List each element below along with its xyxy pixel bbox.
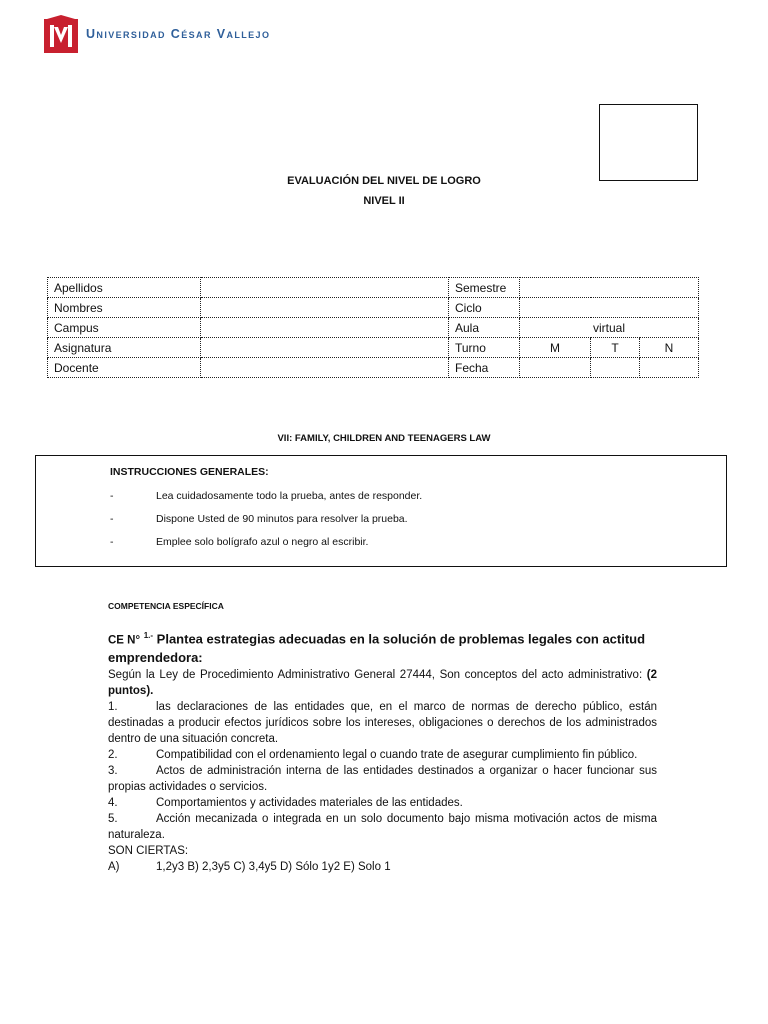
table-row [48, 298, 699, 318]
instruction-text: Emplee solo bolígrafo azul o negro al escribir. [156, 536, 369, 548]
option-number: 4. [108, 797, 118, 810]
option-number: 2. [108, 749, 118, 762]
answer-text: 1,2y3 B) 2,3y5 C) 3,4y5 D) Sólo 1y2 E) Solo 1 [156, 861, 391, 874]
page-title: EVALUACIÓN DEL NIVEL DE LOGRO [287, 175, 481, 187]
option-text: Comportamientos y actividades materiales de las entidades. [156, 797, 463, 810]
label-fecha: Fecha [449, 358, 520, 378]
field-docente[interactable] [201, 358, 449, 378]
university-name: Universidad César Vallejo [86, 27, 271, 41]
shift-n[interactable]: N [640, 338, 699, 358]
label-apellidos: Apellidos [48, 278, 201, 298]
option-item [108, 795, 657, 811]
table-row [48, 338, 699, 358]
label-turno: Turno [449, 338, 520, 358]
label-asignatura: Asignatura [48, 338, 201, 358]
ce-number: 1.- [143, 631, 154, 640]
grade-box [599, 104, 698, 181]
label-semestre: Semestre [449, 278, 520, 298]
competency-statement: Plantea estrategias adecuadas en la solución de problemas legales con actitud emprendedora: [108, 631, 646, 666]
table-row [48, 318, 699, 338]
label-nombres: Nombres [48, 298, 201, 318]
level-title: NIVEL II [363, 195, 405, 207]
question-block [108, 627, 657, 875]
table-row [48, 358, 699, 378]
option-text: las declaraciones de las entidades que, en el marco de normas de derecho público, están destinadas a producir efectos jurídicos sobre los intereses, obligaciones o derechos de los administrados dentro de una situación concreta. [108, 701, 657, 746]
bullet-dash: - [110, 536, 114, 548]
student-info-table [47, 277, 699, 378]
field-asignatura[interactable] [201, 338, 449, 358]
instruction-text: Dispone Usted de 90 minutos para resolver la prueba. [156, 513, 408, 525]
option-text: Actos de administración interna de las entidades destinados a organizar o hacer funcionar sus propias actividades o servicios. [108, 765, 657, 794]
field-fecha-day[interactable] [520, 358, 591, 378]
son-ciertas-label: SON CIERTAS: [108, 845, 189, 858]
ce-label: CE N° [108, 634, 141, 647]
answer-options[interactable] [108, 859, 657, 875]
competencia-label: COMPETENCIA ESPECÍFICA [108, 601, 224, 611]
instruction-item [110, 513, 408, 525]
option-text: Compatibilidad con el ordenamiento legal o cuando trate de asegurar cumplimiento fin público. [156, 749, 638, 762]
field-fecha-year[interactable] [640, 358, 699, 378]
question-heading [108, 627, 657, 666]
field-nombres[interactable] [201, 298, 449, 318]
shift-m[interactable]: M [520, 338, 591, 358]
bullet-dash: - [110, 490, 114, 502]
option-number: 3. [108, 765, 118, 778]
answer-letter: A) [108, 861, 120, 874]
option-item [108, 763, 657, 795]
instruction-text: Lea cuidadosamente todo la prueba, antes de responder. [156, 490, 423, 502]
option-item [108, 699, 657, 747]
field-apellidos[interactable] [201, 278, 449, 298]
question-intro-text: Según la Ley de Procedimiento Administrativo General 27444, Son conceptos del acto administrativo: [108, 669, 643, 682]
label-docente: Docente [48, 358, 201, 378]
question-points: (2 puntos). [108, 669, 657, 698]
field-semestre[interactable] [520, 278, 699, 298]
university-logo [44, 14, 270, 54]
label-ciclo: Ciclo [449, 298, 520, 318]
field-fecha-month[interactable] [591, 358, 640, 378]
option-item [108, 747, 657, 763]
table-row [48, 278, 699, 298]
university-shield-icon [44, 15, 78, 53]
shift-t[interactable]: T [591, 338, 640, 358]
question-intro [108, 667, 657, 699]
field-campus[interactable] [201, 318, 449, 338]
instruction-item [110, 490, 422, 502]
option-text: Acción mecanizada o integrada en un solo documento bajo misma motivación actos de misma naturaleza. [108, 813, 657, 842]
instructions-title: INSTRUCCIONES GENERALES: [110, 466, 269, 478]
option-item [108, 811, 657, 843]
label-campus: Campus [48, 318, 201, 338]
instruction-item [110, 536, 368, 548]
option-number: 5. [108, 813, 118, 826]
value-aula: virtual [520, 318, 699, 338]
course-title: VII: FAMILY, CHILDREN AND TEENAGERS LAW [277, 433, 491, 444]
option-number: 1. [108, 701, 118, 714]
bullet-dash: - [110, 513, 114, 525]
label-aula: Aula [449, 318, 520, 338]
field-ciclo[interactable] [520, 298, 699, 318]
